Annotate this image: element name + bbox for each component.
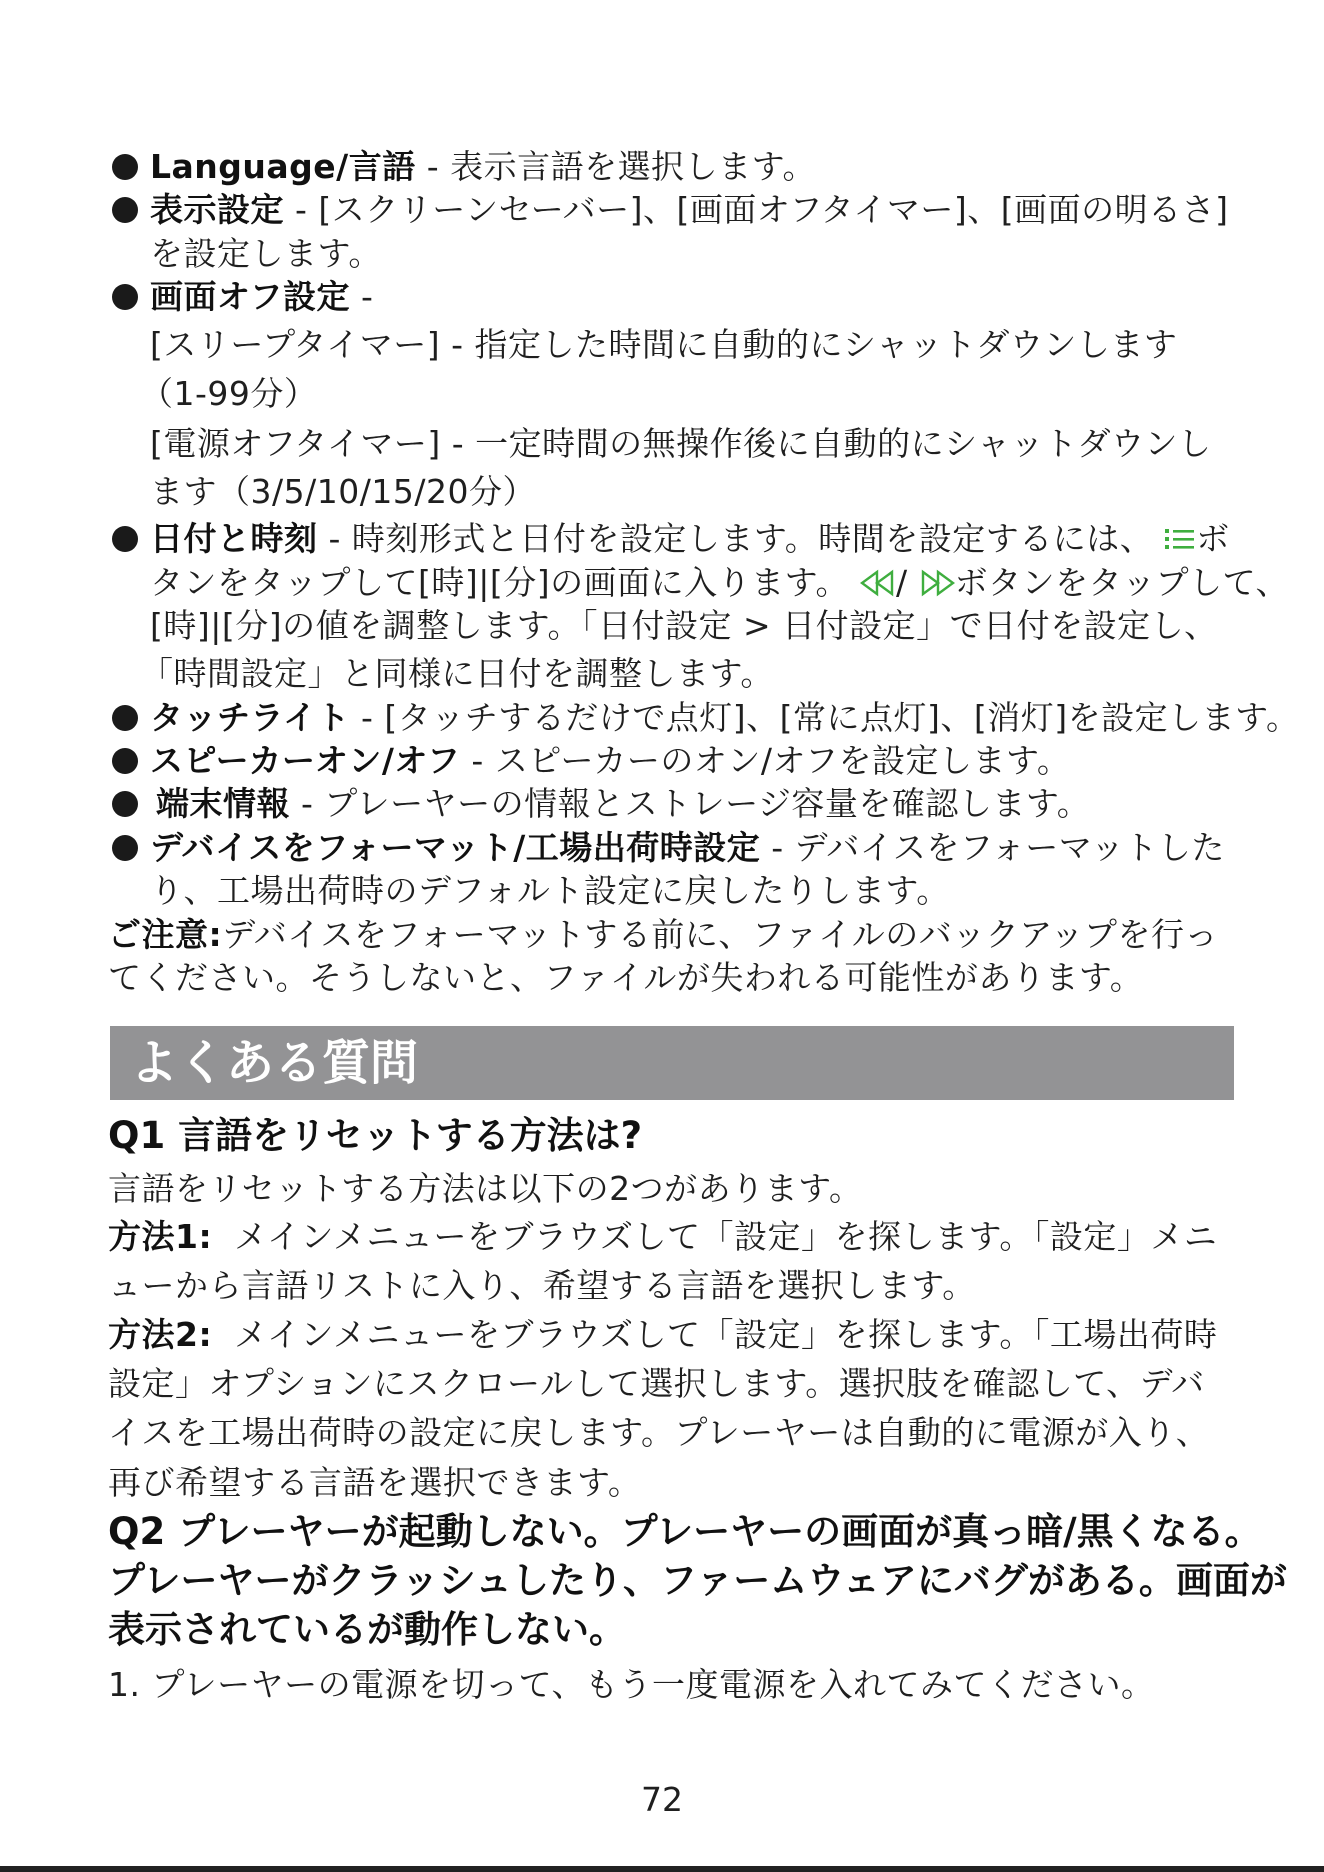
item-format xyxy=(150,826,1225,870)
method-text: イスを工場出荷時の設定に戻します。プレーヤーは自動的に電源が入り、 xyxy=(108,1413,1210,1452)
page-number: 72 xyxy=(641,1780,683,1819)
menu-list-icon xyxy=(1153,519,1196,558)
item-screen-off xyxy=(150,275,373,319)
bullet xyxy=(112,791,138,817)
item-title: 端末情報 xyxy=(156,784,290,823)
item-text: り、工場出荷時のデフォルト設定に戻したりします。 xyxy=(150,871,950,910)
method-text: 設定」オプションにスクロールして選択します。選択肢を確認して、デバ xyxy=(108,1364,1205,1403)
method-label: 方法1: xyxy=(108,1217,213,1256)
note xyxy=(108,913,1218,957)
fast-forward-icon xyxy=(908,563,955,602)
bullet xyxy=(112,197,138,223)
bullet xyxy=(112,835,138,861)
note-label: ご注意: xyxy=(108,915,223,954)
item-text: - [タッチするだけで点灯]、[常に点灯]、[消灯]を設定します。 xyxy=(350,698,1300,737)
item-title: スピーカーオン/オフ xyxy=(150,741,461,780)
answer-text: 1. プレーヤーの電源を切って、もう一度電源を入れてみてください。 xyxy=(108,1665,1155,1704)
item-text: [時]|[分]の値を調整します。「日付設定 > 日付設定」で日付を設定し、 xyxy=(150,606,1218,645)
bullet xyxy=(112,705,138,731)
method-label: 方法2: xyxy=(108,1315,213,1354)
item-title: Language/言語 xyxy=(150,147,416,186)
item-text: [スリープタイマー] - 指定した時間に自動的にシャットダウンします xyxy=(150,325,1178,364)
item-text: - プレーヤーの情報とストレージ容量を確認します。 xyxy=(290,784,1091,823)
item-display xyxy=(150,188,1229,232)
item-text: / xyxy=(895,563,908,602)
item-text: ボタンをタップして、 xyxy=(954,563,1289,602)
method-2 xyxy=(108,1313,1217,1357)
item-text: （1-99分） xyxy=(140,374,318,413)
bottom-rule xyxy=(0,1866,1324,1872)
item-text: 「時間設定」と同様に日付を調整します。 xyxy=(140,654,774,693)
bullet xyxy=(112,748,138,774)
rewind-icon xyxy=(849,563,896,602)
item-text: を設定します。 xyxy=(150,234,382,273)
method-text: メインメニューをブラウズして「設定」を探します。「工場出荷時 xyxy=(234,1315,1218,1354)
question-2: Q2 プレーヤーが起動しない。プレーヤーの画面が真っ暗/黒くなる。 xyxy=(108,1510,1262,1553)
method-1 xyxy=(108,1215,1217,1259)
item-date-time xyxy=(150,517,1230,561)
faq-heading: よくある質問 xyxy=(130,1035,419,1091)
item-device-info xyxy=(156,782,1090,826)
note-text: てください。そうしないと、ファイルが失われる可能性があります。 xyxy=(108,958,1144,997)
item-date-time-line2 xyxy=(150,561,1289,605)
item-text: - 時刻形式と日付を設定します。時間を設定するには、 xyxy=(317,519,1154,558)
item-text: - [スクリーンセーバー]、[画面オフタイマー]、[画面の明るさ] xyxy=(284,190,1229,229)
item-text: [電源オフタイマー] - 一定時間の無操作後に自動的にシャットダウンし xyxy=(150,424,1212,463)
item-text: ボ xyxy=(1196,519,1230,558)
item-title: デバイスをフォーマット/工場出荷時設定 xyxy=(150,828,761,867)
item-touch-light xyxy=(150,696,1300,740)
bullet xyxy=(112,284,138,310)
method-text: 再び希望する言語を選択できます。 xyxy=(108,1463,642,1502)
item-text: - デバイスをフォーマットした xyxy=(760,828,1225,867)
answer-text: 言語をリセットする方法は以下の2つがあります。 xyxy=(108,1169,863,1208)
method-text: ューから言語リストに入り、希望する言語を選択します。 xyxy=(108,1266,976,1305)
item-language xyxy=(150,145,816,189)
item-title: 表示設定 xyxy=(150,190,284,229)
item-text: ます（3/5/10/15/20分） xyxy=(150,472,536,511)
question-2-line3: 表示されているが動作しない。 xyxy=(108,1608,626,1651)
item-speaker xyxy=(150,739,1070,783)
item-title: タッチライト xyxy=(150,698,351,737)
note-text: デバイスをフォーマットする前に、ファイルのバックアップを行っ xyxy=(222,915,1218,954)
item-text: - 表示言語を選択します。 xyxy=(415,147,816,186)
bullet xyxy=(112,154,138,180)
item-text: タンをタップして[時]|[分]の画面に入ります。 xyxy=(150,563,849,602)
item-title: 画面オフ設定 xyxy=(150,277,351,316)
question-1: Q1 言語をリセットする方法は? xyxy=(108,1114,643,1157)
item-text: - xyxy=(350,277,374,316)
question-2-line2: プレーヤーがクラッシュしたり、ファームウェアにバグがある。画面が xyxy=(108,1559,1287,1602)
item-text: - スピーカーのオン/オフを設定します。 xyxy=(460,741,1071,780)
method-text: メインメニューをブラウズして「設定」を探します。「設定」メニ xyxy=(234,1217,1218,1256)
bullet xyxy=(112,526,138,552)
item-title: 日付と時刻 xyxy=(150,519,318,558)
